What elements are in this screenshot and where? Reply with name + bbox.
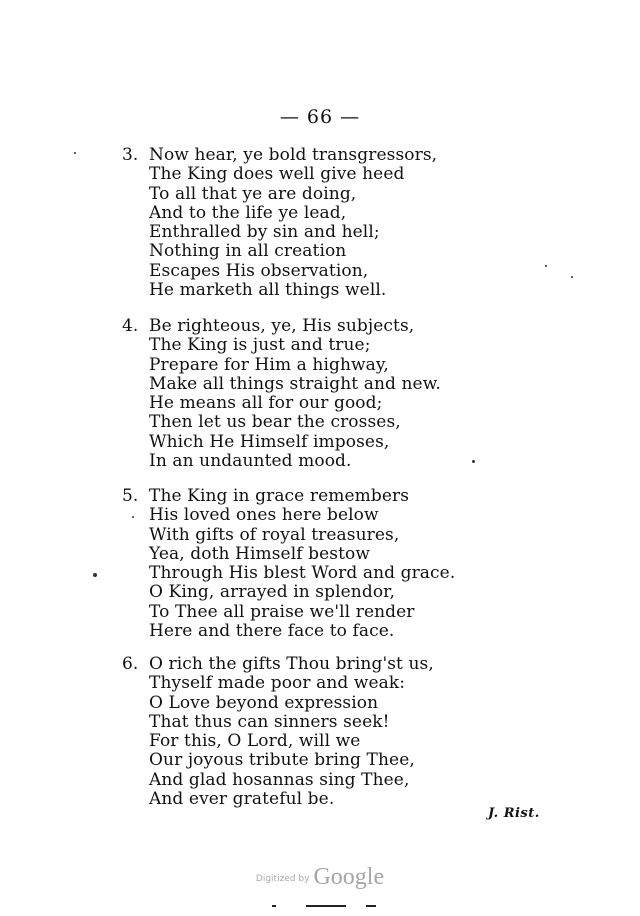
digitized-by-label: Digitized by	[255, 874, 310, 884]
verse-line: The King does well give heed	[149, 164, 405, 185]
verse-line: And ever grateful be.	[149, 789, 335, 810]
verse-line: Then let us bear the crosses,	[149, 412, 401, 433]
stanza-number: 3.	[122, 145, 139, 165]
scan-speck	[93, 573, 97, 577]
google-logo: Google	[313, 864, 385, 890]
verse-line: Our joyous tribute bring Thee,	[149, 750, 415, 771]
stanza-number: 4.	[122, 316, 139, 336]
verse-line: He marketh all things well.	[149, 280, 387, 301]
verse-line: Enthralled by sin and hell;	[149, 222, 380, 243]
scan-speck	[571, 276, 573, 278]
bottom-rule	[306, 905, 346, 907]
verse-line: Through His blest Word and grace.	[149, 563, 456, 584]
scan-speck	[545, 265, 547, 267]
verse-line: Which He Himself imposes,	[149, 431, 390, 452]
stanza-lines	[149, 146, 437, 300]
verse-line: The King in grace remembers	[149, 486, 410, 506]
verse-line: Be righteous, ye, His subjects,	[149, 316, 415, 336]
verse-line: O rich the gifts Thou bring'st us,	[149, 654, 434, 674]
verse-line: Thyself made poor and weak:	[149, 673, 406, 694]
scan-speck	[132, 516, 134, 518]
verse-line: For this, O Lord, will we	[149, 731, 361, 752]
verse-line: The King is just and true;	[149, 335, 371, 356]
author-attribution: J. Rist.	[488, 806, 540, 821]
verse-line: Escapes His observation,	[149, 260, 369, 281]
bottom-rule	[366, 905, 376, 907]
scan-speck	[74, 152, 76, 154]
bottom-rule	[272, 905, 276, 907]
verse-line: Make all things straight and new.	[149, 373, 441, 394]
verse-line: To Thee all praise we'll render	[149, 601, 415, 622]
verse-line: In an undaunted mood.	[149, 451, 352, 472]
verse-line: Yea, doth Himself bestow	[149, 543, 371, 564]
verse-line: Nothing in all creation	[149, 241, 347, 262]
stanza-number: 6.	[122, 654, 139, 674]
page-number: — 66 —	[279, 106, 361, 128]
verse-line: O Love beyond expression	[149, 692, 379, 713]
verse-line: And to the life ye lead,	[149, 202, 347, 223]
stanza-lines	[149, 487, 455, 641]
scan-speck	[472, 460, 475, 463]
verse-line: To all that ye are doing,	[149, 183, 357, 204]
verse-line: Prepare for Him a highway,	[149, 354, 389, 375]
verse-line: With gifts of royal treasures,	[149, 524, 400, 545]
stanza-lines	[149, 655, 434, 809]
verse-line: That thus can sinners seek!	[149, 711, 390, 732]
digitized-watermark	[0, 864, 640, 891]
verse-line: And glad hosannas sing Thee,	[149, 769, 410, 790]
stanza-lines	[149, 317, 441, 471]
stanza-number: 5.	[122, 486, 139, 506]
verse-line: His loved ones here below	[149, 505, 379, 526]
verse-line: Now hear, ye bold transgressors,	[149, 145, 438, 165]
verse-line: He means all for our good;	[149, 393, 383, 414]
verse-line: Here and there face to face.	[149, 621, 395, 642]
verse-line: O King, arrayed in splendor,	[149, 582, 396, 603]
